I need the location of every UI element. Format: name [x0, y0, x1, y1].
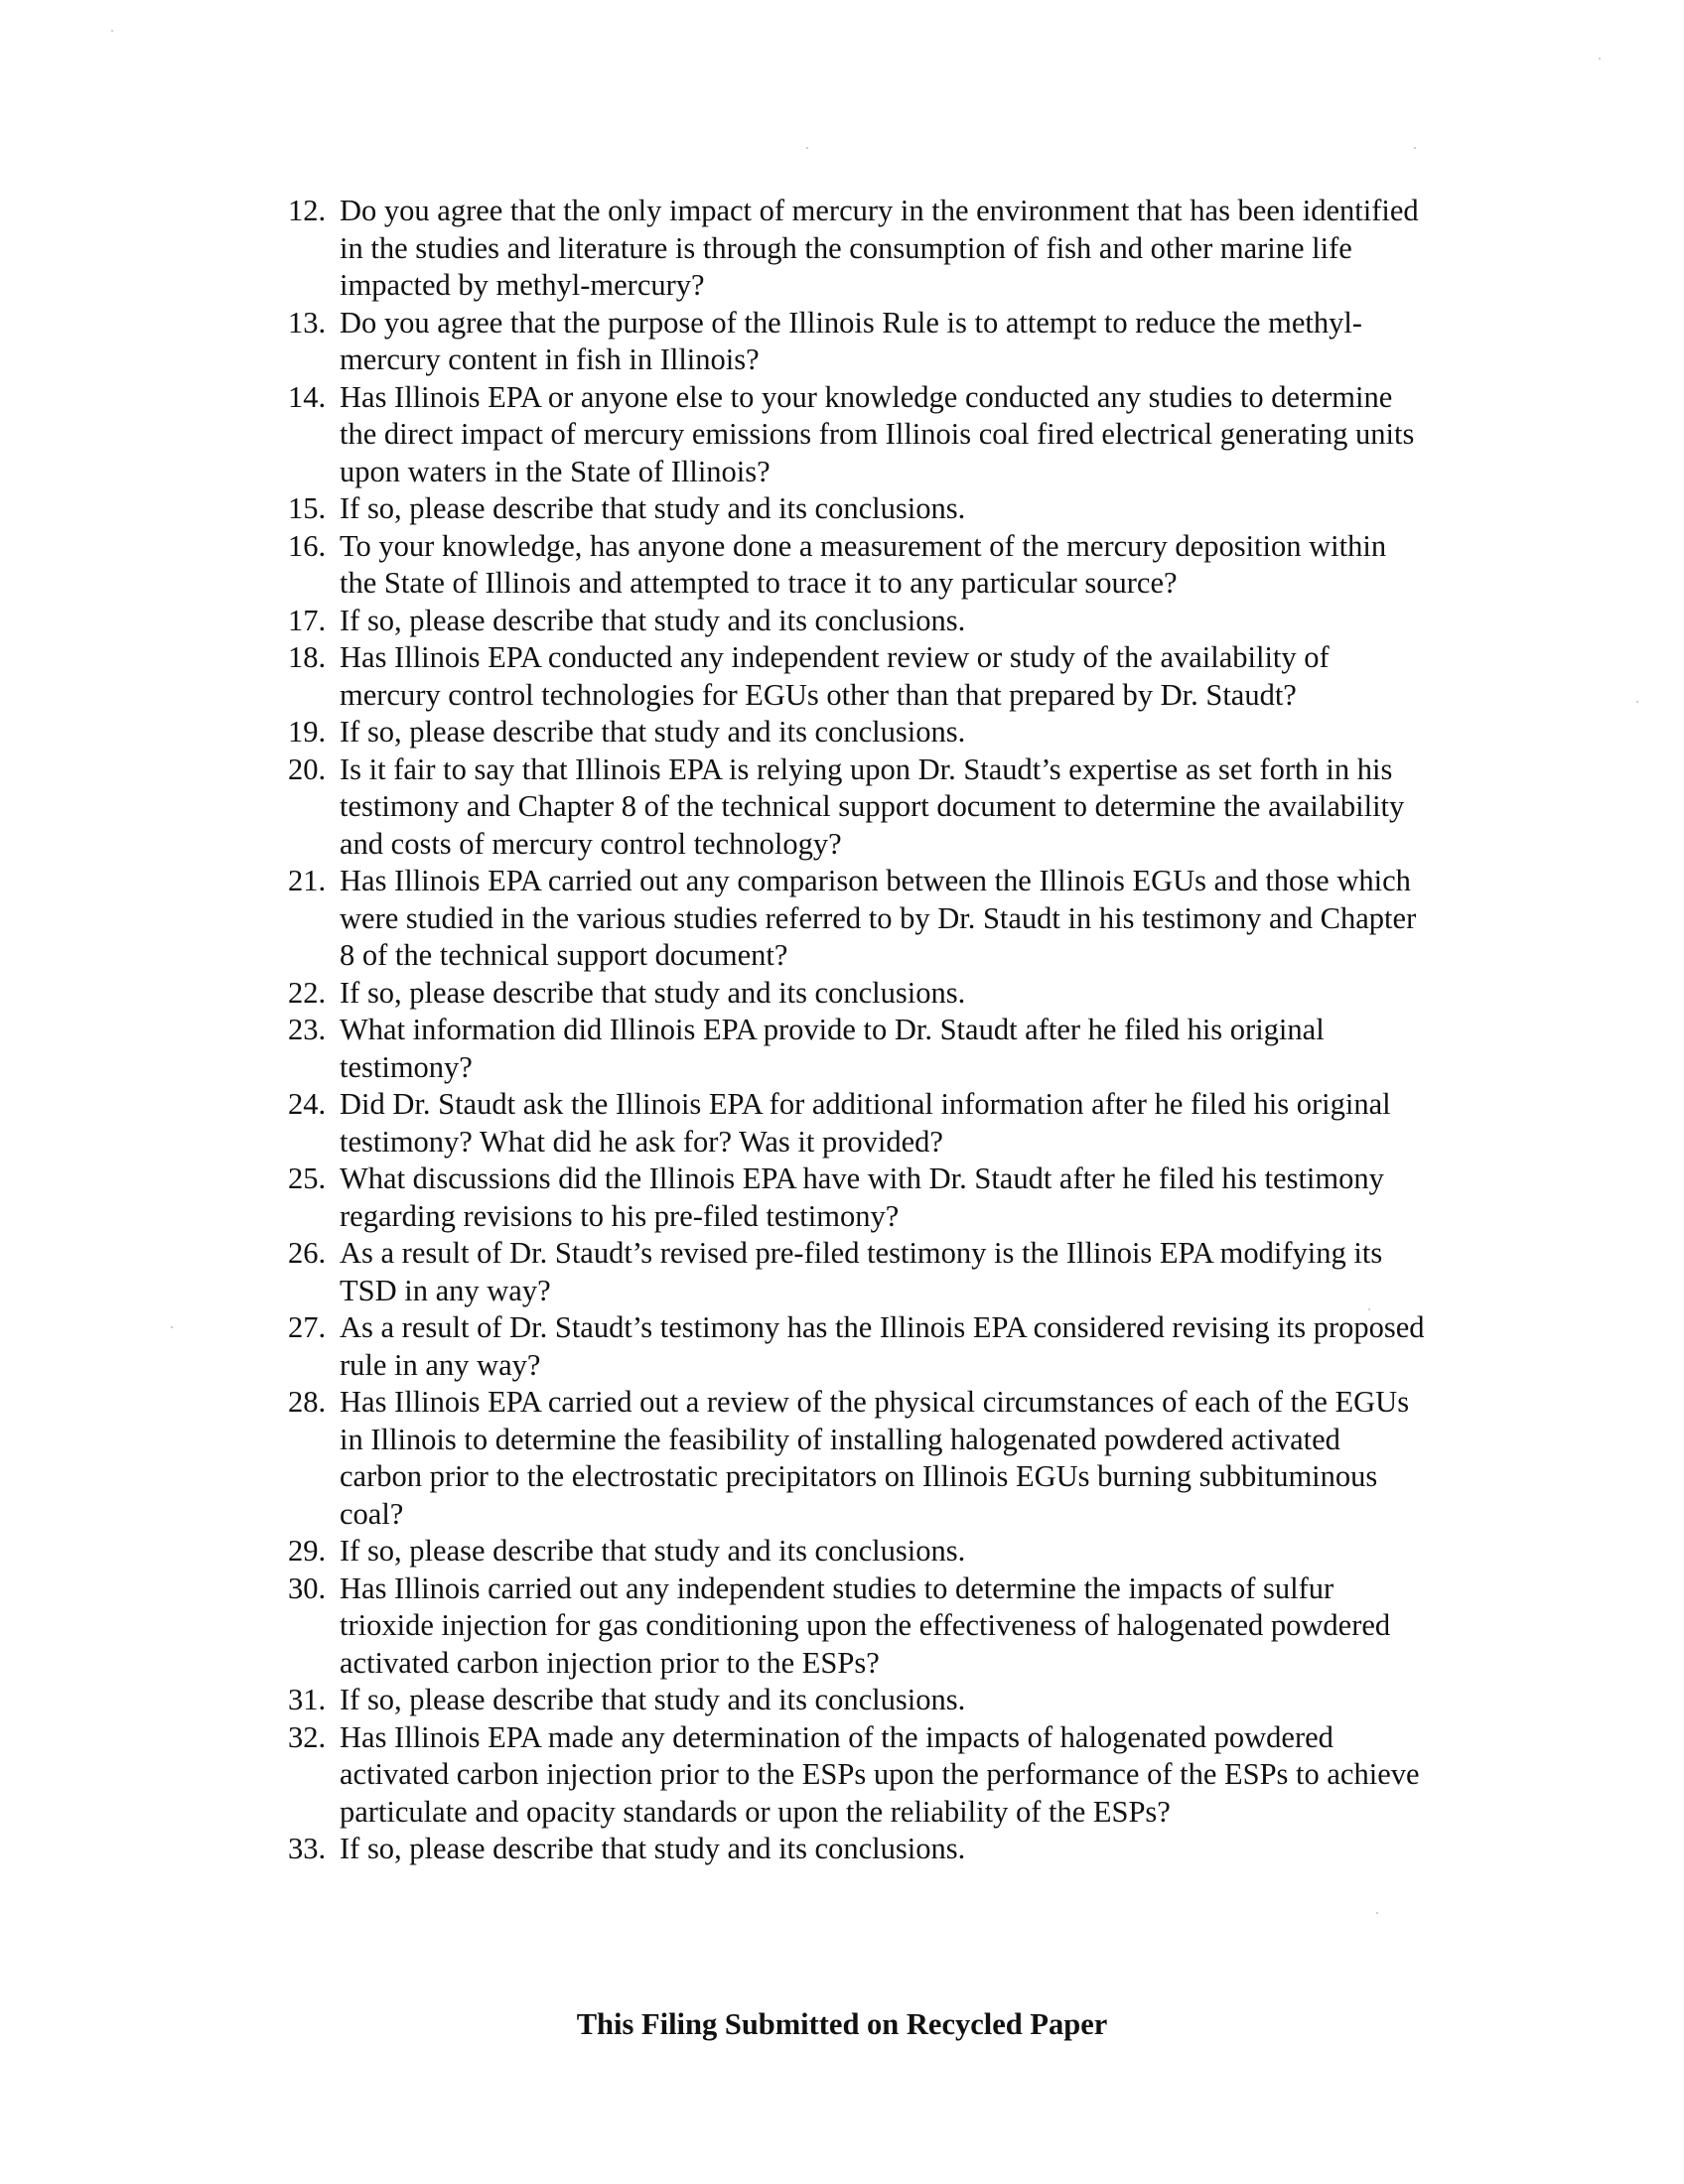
question-item [288, 714, 1430, 751]
question-text: As a result of Dr. Staudt’s testimony has the Illinois EPA considered revising its proposed rule in any way? [340, 1310, 1425, 1382]
question-number: 24. [288, 1087, 327, 1121]
question-number: 16. [288, 528, 327, 563]
footer-note: This Filing Submitted on Recycled Paper [576, 2007, 1108, 2041]
question-item [288, 490, 1430, 528]
question-number: 30. [288, 1570, 327, 1605]
scan-speck [1599, 58, 1601, 60]
question-number: 32. [288, 1719, 327, 1754]
question-number: 14. [288, 379, 327, 414]
question-item [288, 1309, 1430, 1384]
question-text: What discussions did the Illinois EPA have with Dr. Staudt after he filed his testimony regarding revisions to his pre-filed testimony? [340, 1161, 1384, 1233]
scan-speck [1376, 1912, 1378, 1914]
question-item [288, 1384, 1430, 1533]
question-item [288, 639, 1430, 714]
question-text: Has Illinois EPA carried out any comparison between the Illinois EGUs and those which were studied in the various studies referred to by Dr. Staudt in his testimony and Chapter 8 of the technical support document? [340, 864, 1417, 972]
question-text: If so, please describe that study and its conclusions. [340, 491, 966, 525]
question-text: If so, please describe that study and its conclusions. [340, 1683, 966, 1716]
question-item [288, 863, 1430, 975]
question-item [288, 603, 1430, 640]
question-number: 19. [288, 715, 327, 749]
question-item [288, 1533, 1430, 1570]
question-number: 21. [288, 864, 327, 897]
question-text: Has Illinois EPA made any determination of the impacts of halogenated powdered activated carbon injection prior to the ESPs upon the performance of the ESPs to achieve particulate and opacity standards or upon the reliability of the ESPs? [340, 1719, 1420, 1829]
question-item [288, 379, 1430, 491]
question-number: 25. [288, 1161, 327, 1195]
question-text: Did Dr. Staudt ask the Illinois EPA for additional information after he filed his original testimony? What did he ask for? Was it provided? [340, 1087, 1391, 1159]
question-text: Has Illinois EPA or anyone else to your knowledge conducted any studies to determine the direct impact of mercury emissions from Illinois coal fired electrical generating units upon waters in the State of Illinois? [340, 379, 1415, 488]
scan-speck [111, 30, 113, 32]
question-item [288, 1682, 1430, 1719]
question-number: 18. [288, 640, 327, 674]
question-text: If so, please describe that study and its conclusions. [340, 1534, 966, 1568]
question-number: 33. [288, 1832, 327, 1865]
question-number: 15. [288, 491, 327, 525]
question-text: Do you agree that the only impact of mercury in the environment that has been identified in the studies and literature is through the consumption of fish and other marine life impacted by methyl-mercury? [340, 194, 1419, 302]
question-number: 28. [288, 1385, 327, 1419]
scan-speck [171, 1326, 173, 1328]
question-item [288, 1086, 1430, 1160]
question-text: Is it fair to say that Illinois EPA is relying upon Dr. Staudt’s expertise as set forth in his testimony and Chapter 8 of the technical support document to determine the availability and costs of mercury control technology? [340, 751, 1405, 861]
question-text: To your knowledge, has anyone done a measurement of the mercury deposition within the State of Illinois and attempted to trace it to any particular source? [340, 528, 1387, 600]
question-item [288, 1831, 1430, 1868]
question-number: 27. [288, 1310, 327, 1344]
question-item [288, 528, 1430, 603]
question-number: 29. [288, 1534, 327, 1568]
question-item [288, 1235, 1430, 1309]
question-item [288, 975, 1430, 1013]
question-item [288, 1012, 1430, 1086]
question-text: Has Illinois EPA conducted any independent review or study of the availability of mercury control technologies for EGUs other than that prepared by Dr. Staudt? [340, 640, 1330, 712]
question-number: 26. [288, 1236, 327, 1270]
question-text: If so, please describe that study and its conclusions. [340, 603, 966, 637]
question-item [288, 1160, 1430, 1235]
question-number: 31. [288, 1683, 327, 1716]
scan-speck [1414, 147, 1416, 149]
question-text: Has Illinois carried out any independent studies to determine the impacts of sulfur trioxide injection for gas conditioning upon the effectiveness of halogenated powdered activated carbon injection prior to the ESPs? [340, 1570, 1391, 1680]
question-number: 23. [288, 1013, 327, 1046]
question-item [288, 193, 1430, 305]
question-item [288, 1719, 1430, 1832]
question-number: 22. [288, 975, 327, 1010]
question-item [288, 1570, 1430, 1683]
question-text: If so, please describe that study and its conclusions. [340, 715, 966, 749]
question-item [288, 305, 1430, 379]
question-text: As a result of Dr. Staudt’s revised pre-filed testimony is the Illinois EPA modifying its TSD in any way? [340, 1236, 1383, 1307]
scan-speck [806, 147, 808, 149]
question-number: 12. [288, 194, 327, 227]
question-text: Has Illinois EPA carried out a review of the physical circumstances of each of the EGUs in Illinois to determine the feasibility of installing halogenated powdered activated carbon prior to the electrostatic precipitators on Illinois EGUs burning subbituminous coal? [340, 1385, 1410, 1531]
scan-speck [1368, 1308, 1370, 1310]
question-text: If so, please describe that study and its conclusions. [340, 1832, 966, 1865]
question-number: 17. [288, 603, 327, 637]
question-list [288, 193, 1430, 1868]
question-text: If so, please describe that study and its conclusions. [340, 975, 966, 1010]
question-item [288, 751, 1430, 864]
question-number: 20. [288, 751, 327, 786]
question-text: What information did Illinois EPA provide to Dr. Staudt after he filed his original testimony? [340, 1013, 1325, 1084]
question-text: Do you agree that the purpose of the Illinois Rule is to attempt to reduce the methyl-mercury content in fish in Illinois? [340, 305, 1362, 376]
scan-speck [1636, 701, 1638, 703]
question-number: 13. [288, 305, 327, 340]
